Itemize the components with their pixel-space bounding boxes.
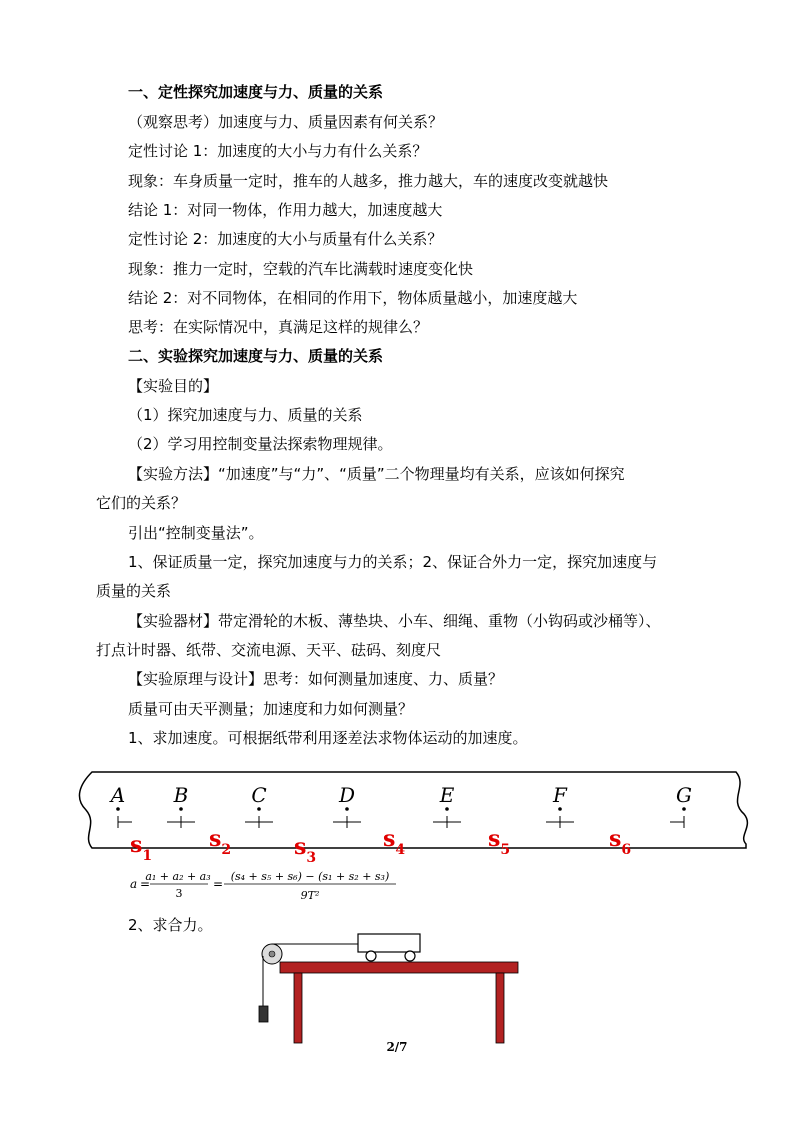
segment-subscript: 4 [395, 842, 406, 858]
tape-dot [179, 807, 183, 811]
purpose-item: （2）学习用控制变量法探索物理规律。 [128, 435, 393, 453]
step1-text: 1、求加速度。可根据纸带利用逐差法求物体运动的加速度。 [128, 729, 528, 747]
section1-line: （观察思考）加速度与力、质量因素有何关系？ [128, 113, 444, 131]
tape-dot [345, 807, 349, 811]
method-line: 【实验方法】“加速度”与“力”、“质量”二个物理量均有关系，应该如何探究 [128, 465, 625, 483]
segment-subscript: 5 [500, 842, 511, 858]
segment-subscript: 6 [621, 842, 632, 858]
equipment-line: 【实验器材】带定滑轮的木板、薄垫块、小车、细绳、重物（小钩码或沙桶等）、 [128, 612, 661, 630]
tape-dot [257, 807, 261, 811]
cart-wheel [366, 951, 376, 961]
section1-line: 定性讨论 1：加速度的大小与力有什么关系？ [128, 142, 428, 160]
purpose-title: 【实验目的】 [128, 377, 219, 395]
steps-line: 1、保证质量一定，探究加速度与力的关系；2、保证合外力一定，探究加速度与 [128, 553, 658, 571]
point-label-b: B [173, 783, 189, 807]
ticker-tape-figure [68, 766, 758, 866]
point-label-f: F [553, 783, 567, 807]
formula-denominator-1: 3 [175, 887, 183, 900]
steps-line: 质量的关系 [96, 582, 172, 600]
segment-label: $s_5$ [488, 826, 511, 858]
section1-line: 思考：在实际情况中，真满足这样的规律么？ [128, 318, 429, 336]
principle-line: 【实验原理与设计】思考：如何测量加速度、力、质量？ [128, 670, 504, 688]
section1-line: 定性讨论 2：加速度的大小与质量有什么关系？ [128, 230, 443, 248]
cart-body [358, 934, 420, 952]
point-label-d: D [338, 783, 356, 807]
cart-apparatus-figure [250, 930, 530, 1048]
formula-eq-2: = [213, 877, 224, 891]
segment-label: $s_2$ [209, 826, 232, 858]
point-label-e: E [439, 783, 455, 807]
point-label-a: A [110, 783, 126, 807]
point-label-g: G [676, 783, 692, 807]
table-leg [294, 973, 302, 1043]
formula-eq: = [140, 877, 151, 891]
purpose-item: （1）探究加速度与力、质量的关系 [128, 406, 363, 424]
table-top [280, 962, 518, 973]
segment-subscript: 3 [306, 850, 317, 866]
page-number: 2/7 [386, 1040, 408, 1054]
pulley-icon [262, 944, 282, 964]
formula-numerator-1: a₁ + a₂ + a₃ [145, 870, 211, 883]
section1-heading: 一、定性探究加速度与力、质量的关系 [128, 83, 384, 101]
segment-label: $s_4$ [383, 826, 406, 858]
point-label-c: C [251, 783, 267, 807]
cart-wheel [405, 951, 415, 961]
segment-label: $s_6$ [609, 826, 632, 858]
segment-label: $s_1$ [130, 832, 153, 864]
segment-subscript: 1 [142, 848, 153, 864]
acceleration-formula [128, 864, 428, 904]
segment-label: $s_3$ [294, 834, 317, 866]
equipment-line: 打点计时器、纸带、交流电源、天平、砝码、刻度尺 [96, 641, 442, 659]
section2-heading: 二、实验探究加速度与力、质量的关系 [128, 347, 384, 365]
section1-line: 结论 2：对不同物体，在相同的作用下，物体质量越小，加速度越大 [128, 289, 578, 307]
tape-dot [558, 807, 562, 811]
formula-denominator-2: 9T² [300, 889, 320, 902]
tape-dot [445, 807, 449, 811]
hanging-weight [259, 1006, 268, 1022]
formula-lhs: a [130, 877, 138, 891]
tape-dot [682, 807, 686, 811]
method-line: 它们的关系？ [96, 494, 187, 512]
formula-numerator-2: (s₄ + s₅ + s₆) − (s₁ + s₂ + s₃) [230, 870, 390, 883]
table-leg [496, 973, 504, 1043]
segment-subscript: 2 [221, 842, 232, 858]
method-intro: 引出“控制变量法”。 [128, 524, 264, 542]
section1-line: 现象：车身质量一定时，推车的人越多，推力越大，车的速度改变就越快 [128, 172, 609, 190]
tape-dot [116, 807, 120, 811]
step2-text: 2、求合力。 [128, 916, 213, 934]
section1-line: 现象：推力一定时，空载的汽车比满载时速度变化快 [128, 260, 474, 278]
principle-answer: 质量可由天平测量；加速度和力如何测量？ [128, 700, 414, 718]
section1-line: 结论 1：对同一物体，作用力越大，加速度越大 [128, 201, 443, 219]
